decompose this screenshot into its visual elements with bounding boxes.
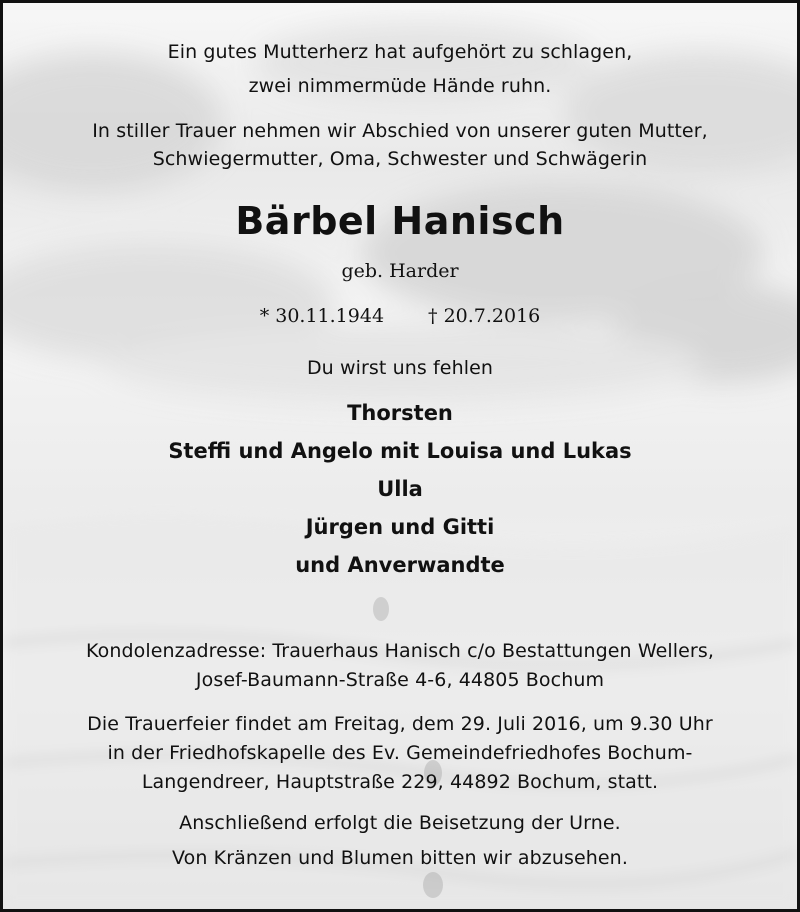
request-text: Von Kränzen und Blumen bitten wir abzusehen. [172,847,628,869]
deceased-name: Bärbel Hanisch [235,199,565,243]
intro-line-2: Schwiegermutter, Oma, Schwester und Schwägerin [152,148,648,170]
verse-line-2: zwei nimmermüde Hände ruhn. [248,75,552,97]
mourner-2: Steffi und Angelo mit Louisa und Lukas [168,439,632,463]
intro-line-1: In stiller Trauer nehmen wir Abschied von unserer guten Mutter, [92,120,708,142]
birth-date: * 30.11.1944 [259,305,385,327]
mourner-5: und Anverwandte [295,553,505,577]
mourner-1: Thorsten [347,401,453,425]
address-line-2: Josef-Baumann-Straße 4-6, 44805 Bochum [195,669,605,691]
death-date: † 20.7.2016 [428,305,541,327]
service-line-3: Langendreer, Hauptstraße 229, 44892 Bochum, statt. [141,771,659,793]
mourner-4: Jürgen und Gitti [305,515,495,539]
burial-text: Anschließend erfolgt die Beisetzung der Urne. [179,812,621,834]
service-line-2: in der Friedhofskapelle des Ev. Gemeindefriedhofes Bochum- [107,742,693,764]
service-line-1: Die Trauerfeier findet am Freitag, dem 29. Juli 2016, um 9.30 Uhr [87,713,713,735]
address-line-1: Kondolenzadresse: Trauerhaus Hanisch c/o Bestattungen Wellers, [86,640,714,662]
life-dates [3,305,797,327]
maiden-name: geb. Harder [341,260,459,282]
farewell-text: Du wirst uns fehlen [306,357,494,379]
mourner-3: Ulla [377,477,423,501]
verse-line-1: Ein gutes Mutterherz hat aufgehört zu schlagen, [167,41,633,63]
